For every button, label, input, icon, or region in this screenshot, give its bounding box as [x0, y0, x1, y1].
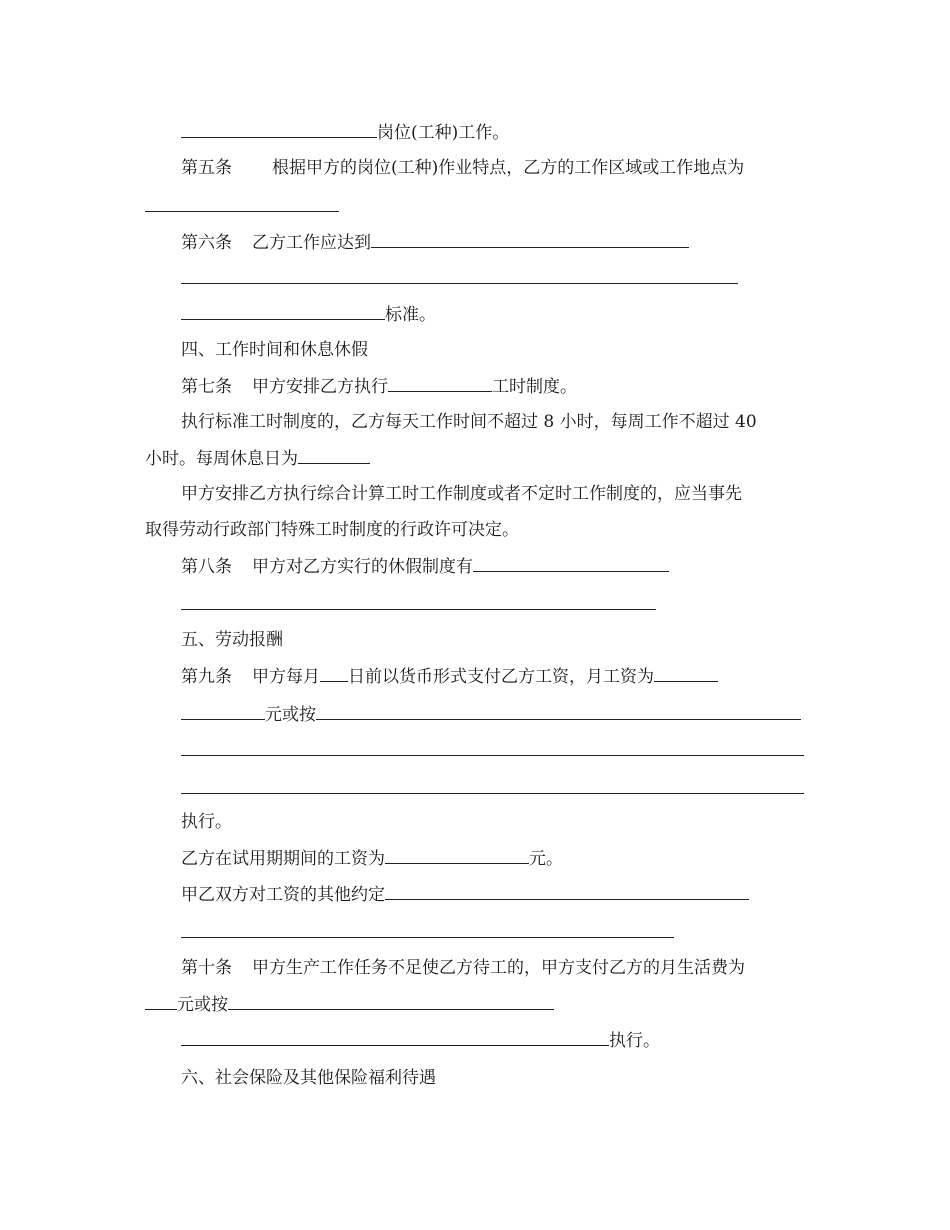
blank-field [145, 194, 339, 212]
blank-field [473, 554, 669, 572]
blank-field [228, 992, 554, 1010]
comprehensive-hours-line-2: 取得劳动行政部门特殊工时制度的行政许可决定。 [145, 520, 519, 540]
standard-hours-line-2: 小时。每周休息日为 [145, 446, 370, 471]
blank-field [181, 702, 265, 720]
blank-field [181, 120, 377, 138]
article-6-tail: 标准。 [181, 302, 436, 327]
article-label: 第六条 [181, 233, 232, 253]
blank-field [654, 664, 718, 682]
blank-field [181, 302, 385, 320]
blank-field [388, 374, 492, 392]
probation-wage: 乙方在试用期期间的工资为 元。 [181, 846, 563, 871]
article-8-blank [181, 592, 656, 617]
section-6-heading: 六、社会保险及其他保险福利待遇 [181, 1068, 436, 1088]
article-6-blank-line [181, 266, 738, 291]
article-9: 第九条 甲方每月 日前以货币形式支付乙方工资，月工资为 [181, 664, 718, 689]
article-10-tail: 执行。 [181, 1028, 660, 1053]
blank-field [298, 446, 370, 464]
article-8: 第八条 甲方对乙方实行的休假制度有 [181, 554, 669, 579]
other-wage-blank [181, 920, 674, 945]
blank-field [181, 920, 674, 938]
article-label: 第七条 [181, 377, 232, 397]
article-9-blank-2 [181, 776, 804, 801]
other-wage-agreement: 甲乙双方对工资的其他约定 [181, 882, 749, 907]
article-10: 第十条 甲方生产工作任务不足使乙方待工的，甲方支付乙方的月生活费为 [181, 958, 745, 978]
blank-field [145, 992, 177, 1010]
blank-field [181, 738, 804, 756]
article-label: 第十条 [181, 958, 232, 978]
article-5: 第五条 根据甲方的岗位(工种)作业特点，乙方的工作区域或工作地点为 [181, 158, 745, 178]
article-9-tail: 执行。 [181, 812, 232, 832]
article-6: 第六条 乙方工作应达到 [181, 230, 689, 255]
article-label: 第五条 [181, 158, 232, 178]
blank-field [385, 882, 749, 900]
blank-field [316, 702, 801, 720]
article-10-line-2: 元或按 [145, 992, 554, 1017]
blank-field [181, 266, 738, 284]
article-7: 第七条 甲方安排乙方执行 工时制度。 [181, 374, 577, 399]
blank-field [181, 592, 656, 610]
comprehensive-hours-line-1: 甲方安排乙方执行综合计算工时工作制度或者不定时工作制度的，应当事先 [181, 484, 742, 504]
article-label: 第九条 [181, 667, 232, 687]
article-5-blank [145, 194, 339, 219]
standard-hours-line-1: 执行标准工时制度的，乙方每天工作时间不超过 8 小时，每周工作不超过 40 [181, 412, 757, 432]
blank-field [181, 776, 804, 794]
article-label: 第八条 [181, 557, 232, 577]
blank-field [371, 230, 689, 248]
article-9-line-2: 元或按 [181, 702, 801, 727]
blank-field [320, 664, 348, 682]
line-post-work: 岗位(工种)工作。 [181, 120, 509, 145]
article-9-blank-1 [181, 738, 804, 763]
section-5-heading: 五、劳动报酬 [181, 630, 283, 650]
section-4-heading: 四、工作时间和休息休假 [181, 340, 368, 360]
blank-field [385, 846, 529, 864]
blank-field [181, 1028, 609, 1046]
